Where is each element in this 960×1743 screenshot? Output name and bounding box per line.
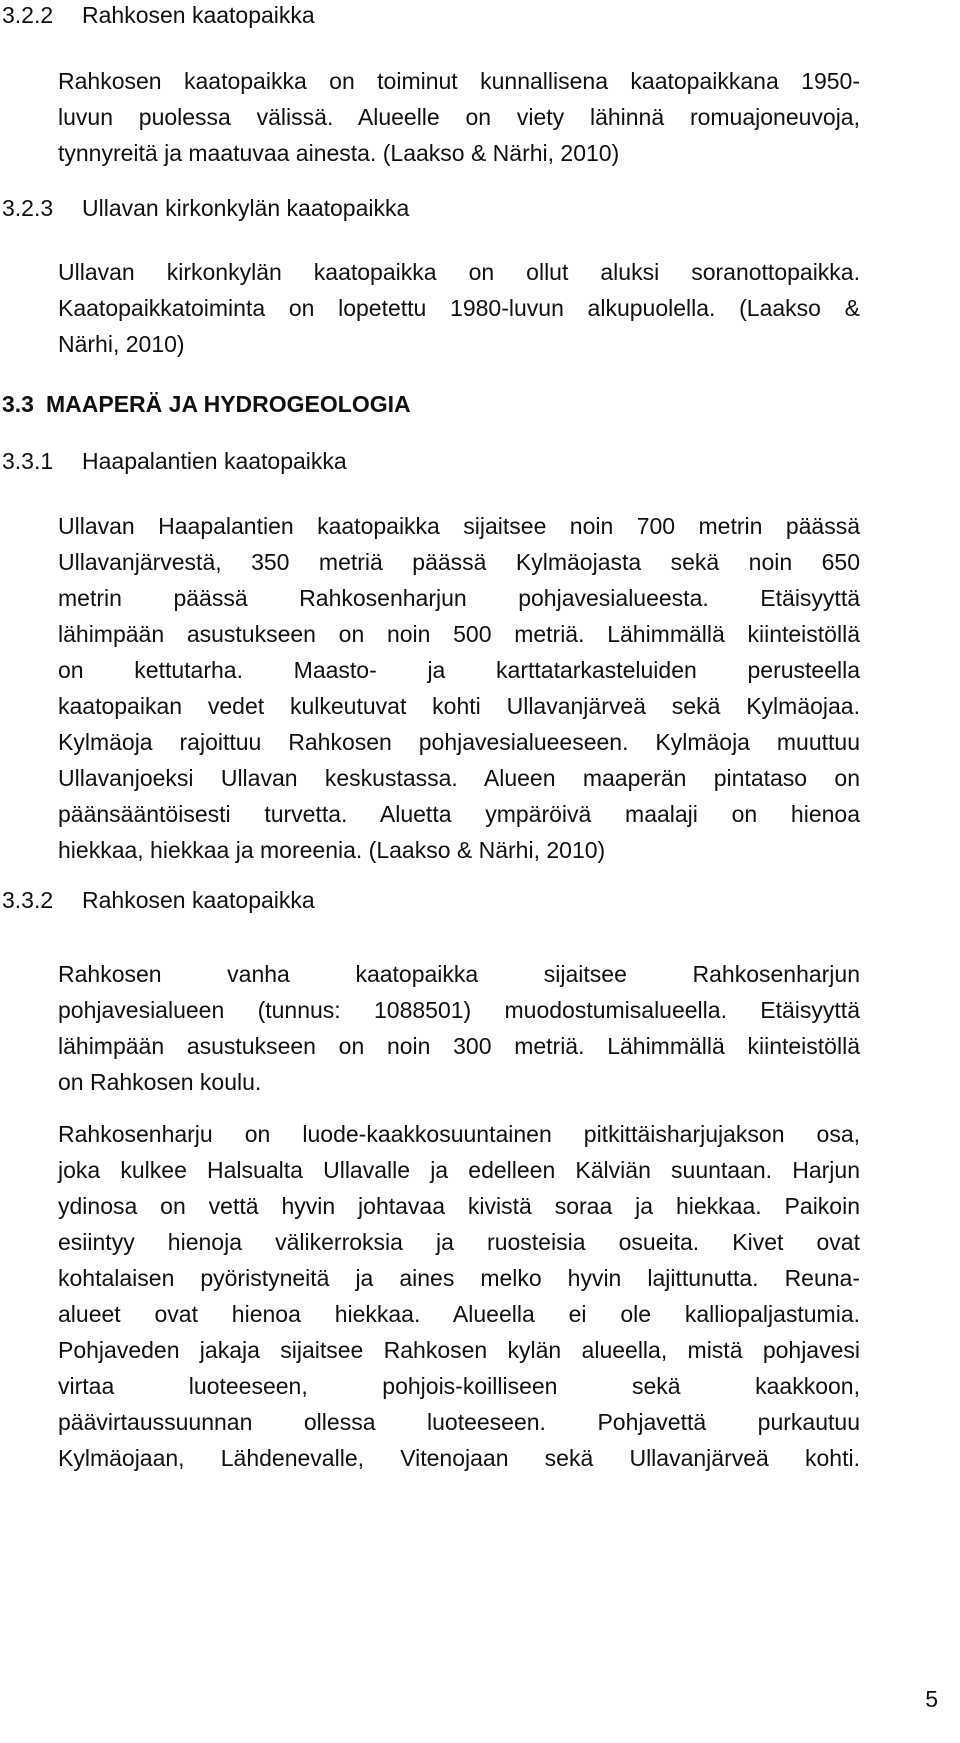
paragraph-line: on Rahkosen koulu. [58,1069,262,1095]
paragraph-line: metrin päässä Rahkosenharjun pohjavesialueesta. Etäisyyttä [58,585,860,611]
section-heading-3-2-3 [2,193,409,223]
paragraph-line: pohjavesialueen (tunnus: 1088501) muodostumisalueella. Etäisyyttä [58,997,860,1023]
paragraph-line: Rahkosen vanha kaatopaikka sijaitsee Rahkosenharjun [58,961,860,987]
paragraph-line: Ullavan kirkonkylän kaatopaikka on ollut aluksi soranottopaikka. [58,259,860,285]
paragraph-line: esiintyy hienoja välikerroksia ja ruosteisia osueita. Kivet ovat [58,1229,860,1255]
paragraph-line: lähimpään asustukseen on noin 500 metriä. Lähimmällä kiinteistöllä [58,621,860,647]
section-heading-3-2-2 [2,0,315,30]
section-number: 3.2.2 [2,2,54,28]
paragraph-line: päävirtaussuunnan ollessa luoteeseen. Pohjavettä purkautuu [58,1409,860,1435]
section-heading-3-3-1 [2,446,347,476]
paragraph-line: Ullavanjärvestä, 350 metriä päässä Kylmäojasta sekä noin 650 [58,549,860,575]
section-title: Rahkosen kaatopaikka [82,887,315,913]
section-heading-3-3-2 [2,885,315,915]
paragraph-line: kohtalaisen pyöristyneitä ja aines melko hyvin lajittunutta. Reuna- [58,1265,860,1291]
section-number: 3.2.3 [2,195,54,221]
section-title: Haapalantien kaatopaikka [82,448,347,474]
paragraph-line: Kylmäojaan, Lähdenevalle, Vitenojaan sekä Ullavanjärveä kohti. [58,1445,860,1471]
paragraph [58,956,860,1100]
paragraph [58,63,860,171]
paragraph-line: Kylmäoja rajoittuu Rahkosen pohjavesialueeseen. Kylmäoja muuttuu [58,729,860,755]
paragraph-line: Närhi, 2010) [58,331,185,357]
section-title: Rahkosen kaatopaikka [82,2,315,28]
paragraph-line: virtaa luoteeseen, pohjois-koilliseen sekä kaakkoon, [58,1373,860,1399]
section-number: 3.3.1 [2,448,54,474]
paragraph [58,1116,860,1476]
paragraph [58,508,860,868]
paragraph-line: Kaatopaikkatoiminta on lopetettu 1980-luvun alkupuolella. (Laakso & [58,295,860,321]
paragraph-line: tynnyreitä ja maatuvaa ainesta. (Laakso & Närhi, 2010) [58,140,620,166]
paragraph-line: Pohjaveden jakaja sijaitsee Rahkosen kylän alueella, mistä pohjavesi [58,1337,860,1363]
paragraph-line: Ullavanjoeksi Ullavan keskustassa. Alueen maaperän pintataso on [58,765,860,791]
paragraph-line: Ullavan Haapalantien kaatopaikka sijaitsee noin 700 metrin päässä [58,513,860,539]
section-heading-3-3 [2,389,411,419]
section-title: MAAPERÄ JA HYDROGEOLOGIA [46,391,411,417]
paragraph-line: alueet ovat hienoa hiekkaa. Alueella ei ole kalliopaljastumia. [58,1301,860,1327]
paragraph-line: lähimpään asustukseen on noin 300 metriä. Lähimmällä kiinteistöllä [58,1033,860,1059]
paragraph-line: ydinosa on vettä hyvin johtavaa kivistä soraa ja hiekkaa. Paikoin [58,1193,860,1219]
paragraph-line: Rahkosenharju on luode-kaakkosuuntainen pitkittäisharjujakson osa, [58,1121,860,1147]
paragraph-line: luvun puolessa välissä. Alueelle on viety lähinnä romuajoneuvoja, [58,104,860,130]
paragraph-line: hiekkaa, hiekkaa ja moreenia. (Laakso & Närhi, 2010) [58,837,606,863]
section-title: Ullavan kirkonkylän kaatopaikka [82,195,410,221]
paragraph-line: Rahkosen kaatopaikka on toiminut kunnallisena kaatopaikkana 1950- [58,68,860,94]
paragraph-line: päänsääntöisesti turvetta. Aluetta ympäröivä maalaji on hienoa [58,801,860,827]
page-number: 5 [925,1686,938,1712]
paragraph-line: joka kulkee Halsualta Ullavalle ja edelleen Kälviän suuntaan. Harjun [58,1157,860,1183]
section-number: 3.3.2 [2,887,54,913]
paragraph-line: kaatopaikan vedet kulkeutuvat kohti Ullavanjärveä sekä Kylmäojaa. [58,693,860,719]
paragraph [58,254,860,362]
paragraph-line: on kettutarha. Maasto- ja karttatarkasteluiden perusteella [58,657,860,683]
section-number: 3.3 [2,391,34,417]
